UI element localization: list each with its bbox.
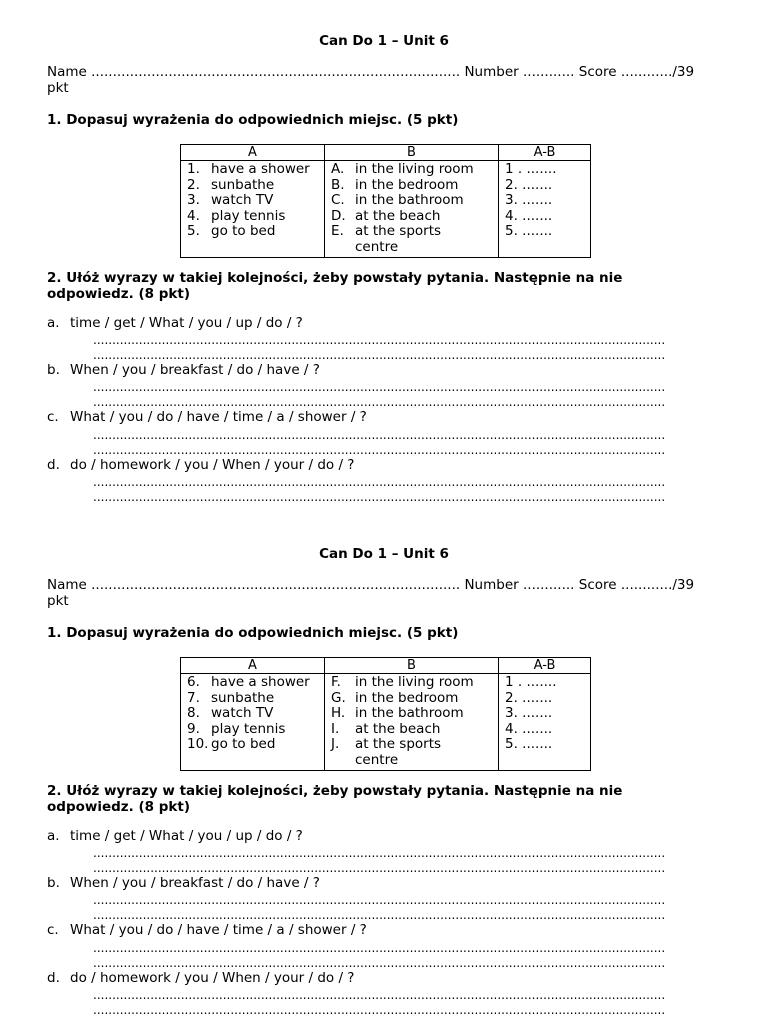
answer-line[interactable]: ......................................................................................................................................................: [93, 849, 666, 857]
score-unit-wrap: pkt: [47, 593, 69, 609]
place-item-continuation: centre: [355, 238, 399, 255]
exercise-2-heading: 2. Ułóż wyrazy w takiej kolejności, żeby powstały pytania. Następnie na nie odpowiedz. (8 pkt): [47, 270, 623, 302]
question-item: d. do / homework / you / When / your / do / ?: [47, 970, 355, 986]
answer-slot[interactable]: 4. .......: [505, 720, 553, 737]
column-header-b: B: [325, 658, 499, 674]
answer-line[interactable]: ......................................................................................................................................................: [93, 959, 666, 967]
activity-item: 10. go to bed: [187, 736, 276, 752]
matching-table: [180, 144, 591, 258]
answer-line[interactable]: ......................................................................................................................................................: [93, 478, 666, 486]
question-item: a. time / get / What / you / up / do / ?: [47, 828, 303, 844]
worksheet-title: Can Do 1 – Unit 6: [319, 546, 449, 562]
question-item: b. When / you / breakfast / do / have / ?: [47, 362, 320, 378]
place-item: D. at the beach: [331, 207, 441, 224]
answer-slot[interactable]: 1 . .......: [505, 161, 557, 177]
answer-line[interactable]: ......................................................................................................................................................: [93, 336, 666, 344]
answer-slot[interactable]: 3. .......: [505, 192, 553, 208]
column-header-ab: A-B: [499, 145, 591, 161]
place-item: G. in the bedroom: [331, 689, 459, 706]
name-number-score-line: Name ...................................................................................... Number ............ Score ............/39: [47, 64, 695, 80]
question-item: a. time / get / What / you / up / do / ?: [47, 315, 303, 331]
worksheet-title: Can Do 1 – Unit 6: [319, 33, 449, 49]
answer-slot[interactable]: 2. .......: [505, 176, 553, 193]
column-header-ab: A-B: [499, 658, 591, 674]
exercise-2-heading: 2. Ułóż wyrazy w takiej kolejności, żeby powstały pytania. Następnie na nie odpowiedz. (8 pkt): [47, 783, 623, 815]
answer-line[interactable]: ......................................................................................................................................................: [93, 991, 666, 999]
place-item: B. in the bedroom: [331, 176, 459, 193]
answer-column-list: [499, 674, 590, 755]
question-item: d. do / homework / you / When / your / do / ?: [47, 457, 355, 473]
score-unit-wrap: pkt: [47, 80, 69, 96]
place-item: F. in the living room: [331, 674, 474, 690]
activity-item: 8. watch TV: [187, 705, 274, 721]
answer-line[interactable]: ......................................................................................................................................................: [93, 351, 666, 359]
answer-line[interactable]: ......................................................................................................................................................: [93, 944, 666, 952]
activity-item: 1. have a shower: [187, 161, 310, 177]
answer-line[interactable]: ......................................................................................................................................................: [93, 493, 666, 501]
activity-item: 4. play tennis: [187, 207, 286, 224]
activity-item: 6. have a shower: [187, 674, 310, 690]
place-item: C. in the bathroom: [331, 192, 464, 208]
answer-line[interactable]: ......................................................................................................................................................: [93, 1006, 666, 1014]
answer-line[interactable]: ......................................................................................................................................................: [93, 446, 666, 454]
matching-table: [180, 657, 591, 771]
column-header-a: A: [181, 145, 325, 161]
place-item: E. at the sports: [331, 223, 442, 239]
answer-line[interactable]: ......................................................................................................................................................: [93, 864, 666, 872]
column-b-list: [325, 161, 498, 257]
place-item-continuation: centre: [355, 751, 399, 768]
exercise-1-heading: 1. Dopasuj wyrażenia do odpowiednich miejsc. (5 pkt): [47, 625, 459, 641]
activity-item: 7. sunbathe: [187, 689, 275, 706]
activity-item: 5. go to bed: [187, 223, 276, 239]
answer-slot[interactable]: 5. .......: [505, 223, 553, 239]
answer-column-list: [499, 161, 590, 242]
answer-line[interactable]: ......................................................................................................................................................: [93, 383, 666, 391]
answer-line[interactable]: ......................................................................................................................................................: [93, 431, 666, 439]
exercise-1-heading: 1. Dopasuj wyrażenia do odpowiednich miejsc. (5 pkt): [47, 112, 459, 128]
column-a-list: [181, 161, 324, 242]
question-item: b. When / you / breakfast / do / have / ?: [47, 875, 320, 891]
answer-slot[interactable]: 4. .......: [505, 207, 553, 224]
answer-slot[interactable]: 3. .......: [505, 705, 553, 721]
name-number-score-line: Name ...................................................................................... Number ............ Score ............/39: [47, 577, 695, 593]
place-item: A. in the living room: [331, 161, 474, 177]
answer-line[interactable]: ......................................................................................................................................................: [93, 911, 666, 919]
question-item: c. What / you / do / have / time / a / shower / ?: [47, 409, 367, 425]
column-header-a: A: [181, 658, 325, 674]
answer-slot[interactable]: 1 . .......: [505, 674, 557, 690]
activity-item: 3. watch TV: [187, 192, 274, 208]
activity-item: 2. sunbathe: [187, 176, 275, 193]
answer-slot[interactable]: 5. .......: [505, 736, 553, 752]
column-a-list: [181, 674, 324, 755]
answer-line[interactable]: ......................................................................................................................................................: [93, 398, 666, 406]
place-item: J. at the sports: [331, 736, 442, 752]
question-item: c. What / you / do / have / time / a / shower / ?: [47, 922, 367, 938]
column-header-b: B: [325, 145, 499, 161]
activity-item: 9. play tennis: [187, 720, 286, 737]
answer-line[interactable]: ......................................................................................................................................................: [93, 896, 666, 904]
answer-slot[interactable]: 2. .......: [505, 689, 553, 706]
place-item: H. in the bathroom: [331, 705, 464, 721]
column-b-list: [325, 674, 498, 770]
place-item: I. at the beach: [331, 720, 441, 737]
